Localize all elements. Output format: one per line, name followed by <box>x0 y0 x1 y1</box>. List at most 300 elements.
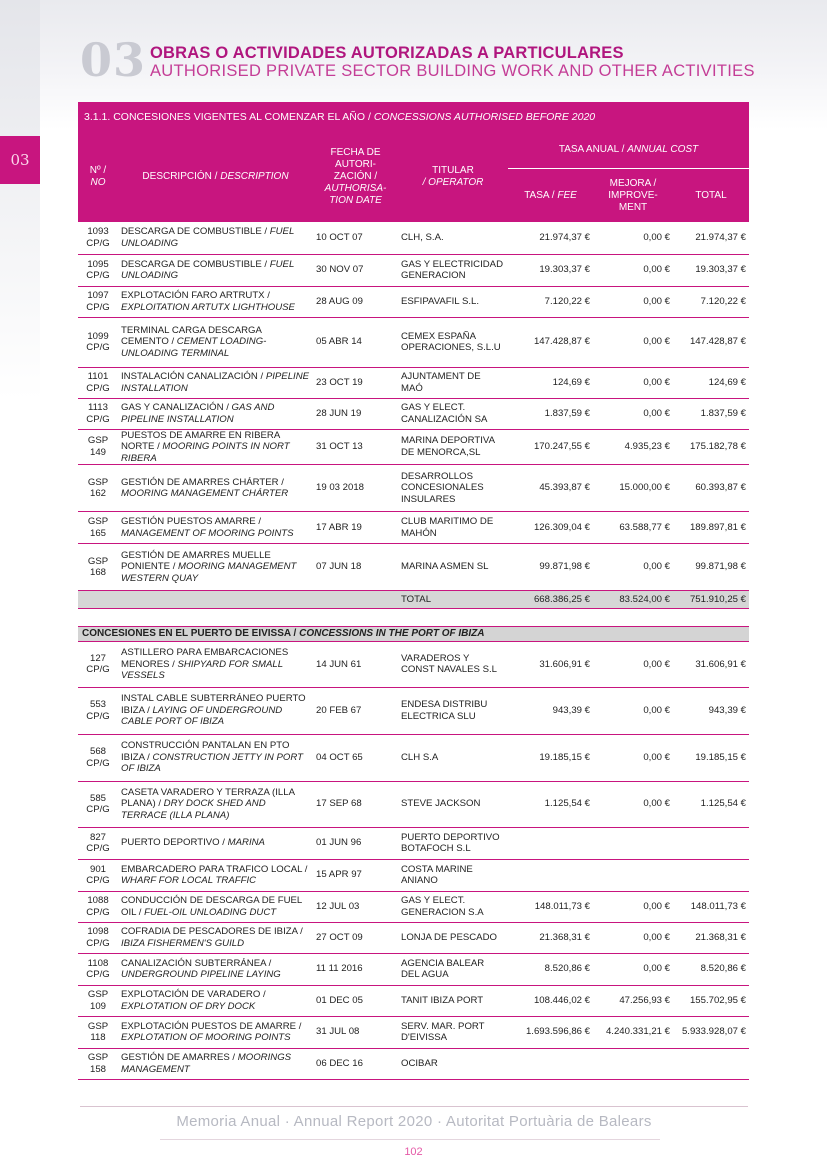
row-date: 30 NOV 07 <box>313 254 398 286</box>
row-code-2: CP/G <box>86 382 110 394</box>
row-fee: 147.428,87 € <box>508 317 593 367</box>
header-no <box>78 132 118 222</box>
row-desc-en: EXPLOTATION OF DRY DOCK <box>121 1000 256 1012</box>
row-operator: TANIT IBIZA PORT <box>398 985 508 1016</box>
row-improvement: 0,00 € <box>593 734 673 781</box>
row-improvement: 0,00 € <box>593 922 673 953</box>
row-code <box>78 429 118 465</box>
row-description <box>118 687 313 734</box>
row-improvement: 0,00 € <box>593 891 673 922</box>
section-ibiza-title-es: CONCESIONES EN EL PUERTO DE EIVISSA / <box>82 628 300 639</box>
row-code <box>78 827 118 859</box>
concessions-table-1 <box>78 222 749 609</box>
row-improvement <box>593 859 673 891</box>
row-total: 21.974,37 € <box>673 222 749 254</box>
header-fee-en: FEE <box>557 189 577 201</box>
row-total: 148.011,73 € <box>673 891 749 922</box>
row-code-1: 1113 <box>88 402 108 413</box>
row-operator: GAS Y ELECTRICIDAD GENERACION <box>398 254 508 286</box>
row-date: 20 FEB 67 <box>313 687 398 734</box>
table-row <box>78 781 749 827</box>
row-description <box>118 465 313 512</box>
row-improvement <box>593 827 673 859</box>
row-desc-en: CONSTRUCTION JETTY IN PORT OF IBIZA <box>121 751 303 775</box>
row-desc-es: DESCARGA DE COMBUSTIBLE / <box>121 226 270 238</box>
row-code-1: GSP <box>87 555 109 567</box>
row-code <box>78 254 118 286</box>
footer-divider <box>80 1106 748 1107</box>
row-date: 06 DEC 16 <box>313 1048 398 1079</box>
row-date: 31 JUL 08 <box>313 1016 398 1048</box>
row-code-1: 1093 <box>87 226 109 238</box>
row-operator: COSTA MARINE ANIANO <box>398 859 508 891</box>
row-code-1: GSP <box>87 435 109 447</box>
row-code-1: 901 <box>89 863 106 875</box>
row-code-2: CP/G <box>86 804 110 815</box>
row-desc-en: WHARF FOR LOCAL TRAFFIC <box>121 875 257 886</box>
row-date: 04 OCT 65 <box>313 734 398 781</box>
chapter-title-es: OBRAS O ACTIVIDADES AUTORIZADAS A PARTICULARES <box>150 44 624 62</box>
header-date-es1: FECHA DE <box>330 147 381 158</box>
row-desc-en: LAYING OF UNDERGROUND CABLE PORT OF IBIZA <box>121 704 283 728</box>
row-desc-es: EXPLOTACIÓN FARO ARTRUTX / <box>121 290 273 301</box>
row-desc-en: MOORING MANAGEMENT WESTERN QUAY <box>121 561 297 584</box>
row-total: 147.428,87 € <box>673 317 749 367</box>
row-desc-es: ASTILLERO PARA EMBARCACIONES MENORES / <box>121 647 291 670</box>
row-code-1: 127 <box>89 652 106 664</box>
header-total-label: TOTAL <box>695 189 727 201</box>
row-desc-en: EXPLOTATION OF MOORING POINTS <box>121 1032 291 1043</box>
row-improvement: 47.256,93 € <box>593 985 673 1016</box>
row-desc-en: MANAGEMENT OF MOORING POINTS <box>121 527 294 539</box>
row-code-2: CP/G <box>86 237 110 249</box>
row-desc-es: INSTALACIÓN CANALIZACIÓN / <box>121 371 266 382</box>
row-date: 07 JUN 18 <box>313 544 398 591</box>
row-description <box>118 512 313 544</box>
row-operator: LONJA DE PESCADO <box>398 922 508 953</box>
chapter-side-tab: 03 <box>0 136 40 184</box>
row-code-2: 162 <box>89 488 106 499</box>
row-desc-es: EMBARCADERO PARA TRAFICO LOCAL / <box>121 863 311 875</box>
header-desc-es: DESCRIPCIÓN / <box>142 171 221 182</box>
row-code-1: 1108 <box>87 957 109 969</box>
row-description <box>118 222 313 254</box>
table-header <box>78 132 749 222</box>
row-desc-es: CONSTRUCCIÓN PANTALAN EN PTO IBIZA / <box>121 740 293 763</box>
row-desc-es: GESTIÓN DE AMARRES / <box>121 1052 238 1063</box>
header-fee-es: TASA / <box>524 189 558 201</box>
row-code-1: 1097 <box>87 290 109 301</box>
row-description <box>118 827 313 859</box>
table-row <box>78 1048 749 1079</box>
row-code-2: 149 <box>89 446 106 458</box>
table-row <box>78 827 749 859</box>
row-desc-es: CASETA VARADERO Y TERRAZA (ILLA PLANA) / <box>121 786 298 810</box>
row-code-1: GSP <box>87 476 109 488</box>
concessions-table-2 <box>78 642 749 1080</box>
row-code <box>78 953 118 985</box>
row-code-1: 1088 <box>87 895 109 906</box>
total-total: 751.910,25 € <box>673 591 749 609</box>
row-total: 21.368,31 € <box>673 922 749 953</box>
row-code-2: 158 <box>89 1063 106 1075</box>
row-operator: PUERTO DEPORTIVO BOTAFOCH S.L <box>398 827 508 859</box>
row-operator: STEVE JACKSON <box>398 781 508 827</box>
header-improvement-3: MENT <box>618 201 648 213</box>
row-fee: 31.606,91 € <box>508 642 593 687</box>
table-row <box>78 953 749 985</box>
row-desc-es: EXPLOTACIÓN PUESTOS DE AMARRE / <box>121 1020 305 1032</box>
row-code-1: 568 <box>89 746 106 757</box>
row-improvement: 0,00 € <box>593 222 673 254</box>
table-row <box>78 367 749 398</box>
row-date: 11 11 2016 <box>313 953 398 985</box>
table-row <box>78 544 749 591</box>
row-fee <box>508 1048 593 1079</box>
row-code-2: CP/G <box>86 270 110 281</box>
row-description <box>118 1048 313 1079</box>
row-desc-en: SHIPYARD FOR SMALL VESSELS <box>121 658 283 681</box>
row-code-1: 1098 <box>87 926 109 937</box>
row-code <box>78 922 118 953</box>
row-operator: CLH, S.A. <box>398 222 508 254</box>
total-row <box>78 591 749 609</box>
row-desc-es: CANALIZACIÓN SUBTERRÁNEA / <box>121 957 274 969</box>
row-description <box>118 317 313 367</box>
row-date: 31 OCT 13 <box>313 429 398 465</box>
row-description <box>118 1016 313 1048</box>
section-ibiza-title-en: CONCESSIONS IN THE PORT OF IBIZA <box>299 628 485 639</box>
chapter-number: 03 <box>80 33 147 87</box>
table-row <box>78 222 749 254</box>
row-improvement: 0,00 € <box>593 642 673 687</box>
row-code-2: CP/G <box>86 710 110 722</box>
page-number: 102 <box>404 1146 423 1158</box>
row-date: 23 OCT 19 <box>313 367 398 398</box>
row-total: 5.933.928,07 € <box>673 1016 749 1048</box>
row-improvement: 63.588,77 € <box>593 512 673 544</box>
table-row <box>78 398 749 429</box>
row-fee: 21.368,31 € <box>508 922 593 953</box>
row-total: 189.897,81 € <box>673 512 749 544</box>
row-improvement: 0,00 € <box>593 398 673 429</box>
row-desc-en: MARINA <box>227 837 265 849</box>
header-operator <box>398 132 508 222</box>
row-desc-en: EXPLOITATION ARTUTX LIGHTHOUSE <box>121 301 295 313</box>
total-row-spacer <box>78 591 398 609</box>
row-improvement: 4.240.331,21 € <box>593 1016 673 1048</box>
row-date: 01 DEC 05 <box>313 985 398 1016</box>
row-fee <box>508 827 593 859</box>
row-code-2: CP/G <box>86 757 110 769</box>
table-row <box>78 429 749 465</box>
row-operator: VARADEROS Y CONST NAVALES S.L <box>398 642 508 687</box>
row-description <box>118 985 313 1016</box>
row-date: 28 JUN 19 <box>313 398 398 429</box>
row-fee: 170.247,55 € <box>508 429 593 465</box>
row-fee: 126.309,04 € <box>508 512 593 544</box>
row-total: 31.606,91 € <box>673 642 749 687</box>
row-description <box>118 544 313 591</box>
row-fee: 7.120,22 € <box>508 286 593 317</box>
row-desc-es: PUERTO DEPORTIVO / <box>121 837 228 849</box>
row-code-1: 827 <box>89 831 106 843</box>
row-date: 15 APR 97 <box>313 859 398 891</box>
row-desc-es: CONDUCCIÓN DE DESCARGA DE FUEL OIL / <box>121 895 305 918</box>
row-operator: CLUB MARITIMO DE MAHÓN <box>398 512 508 544</box>
header-no-en: NO <box>90 177 106 188</box>
row-code <box>78 985 118 1016</box>
row-code <box>78 512 118 544</box>
row-fee: 99.871,98 € <box>508 544 593 591</box>
side-background <box>0 0 40 400</box>
total-improvement: 83.524,00 € <box>593 591 673 609</box>
row-operator: AJUNTAMENT DE MAÓ <box>398 367 508 398</box>
table-row <box>78 512 749 544</box>
table-row <box>78 317 749 367</box>
row-improvement: 4.935,23 € <box>593 429 673 465</box>
table-row <box>78 286 749 317</box>
row-code <box>78 398 118 429</box>
row-total: 1.125,54 € <box>673 781 749 827</box>
row-desc-en: FUEL-OIL UNLOADING DUCT <box>144 906 277 918</box>
row-code <box>78 687 118 734</box>
total-label: TOTAL <box>398 591 508 609</box>
row-desc-es: GESTIÓN DE AMARRES CHÁRTER / <box>121 476 287 488</box>
row-total: 175.182,78 € <box>673 429 749 465</box>
row-total: 19.185,15 € <box>673 734 749 781</box>
row-code <box>78 1016 118 1048</box>
row-operator: AGENCIA BALEAR DEL AGUA <box>398 953 508 985</box>
header-tasa-group-en: ANNUAL COST <box>627 144 699 155</box>
row-code-2: 165 <box>89 527 106 539</box>
header-improvement-2: IMPROVE- <box>608 189 658 201</box>
row-code-2: CP/G <box>86 664 110 676</box>
header-fee <box>508 169 593 222</box>
row-code-1: 1099 <box>87 330 109 342</box>
total-fee: 668.386,25 € <box>508 591 593 609</box>
row-operator: OCIBAR <box>398 1048 508 1079</box>
row-improvement <box>593 1048 673 1079</box>
header-date-es2: AUTORI- <box>335 159 376 170</box>
row-desc-en: DRY DOCK SHED AND TERRACE (ILLA PLANA) <box>121 798 266 821</box>
table-row <box>78 922 749 953</box>
section-title-bar <box>78 102 749 132</box>
row-code <box>78 286 118 317</box>
row-description <box>118 859 313 891</box>
row-improvement: 0,00 € <box>593 286 673 317</box>
row-description <box>118 953 313 985</box>
row-code-2: CP/G <box>86 875 110 886</box>
table-row <box>78 859 749 891</box>
row-date: 01 JUN 96 <box>313 827 398 859</box>
row-improvement: 0,00 € <box>593 687 673 734</box>
row-code-2: 118 <box>90 1032 106 1043</box>
row-total <box>673 827 749 859</box>
row-fee: 108.446,02 € <box>508 985 593 1016</box>
row-total: 8.520,86 € <box>673 953 749 985</box>
header-improvement-1: MEJORA / <box>609 177 657 189</box>
row-code <box>78 781 118 827</box>
row-operator: GAS Y ELECT. CANALIZACIÓN SA <box>398 398 508 429</box>
row-code <box>78 1048 118 1079</box>
row-improvement: 0,00 € <box>593 544 673 591</box>
header-date-en2: TION DATE <box>329 195 382 206</box>
header-oper-en: / OPERATOR <box>422 177 484 188</box>
row-desc-en: FUEL UNLOADING <box>121 258 295 281</box>
section-title-es: 3.1.1. CONCESIONES VIGENTES AL COMENZAR EL AÑO / <box>84 111 374 123</box>
row-description <box>118 891 313 922</box>
row-code-2: 168 <box>89 567 106 578</box>
row-total: 99.871,98 € <box>673 544 749 591</box>
section-title-en: CONCESSIONS AUTHORISED BEFORE 2020 <box>373 111 596 123</box>
table-row <box>78 465 749 512</box>
row-code-2: CP/G <box>86 301 110 313</box>
row-code-1: GSP <box>87 1052 109 1063</box>
header-date-en1: AUTHORISA- <box>324 183 387 194</box>
row-code <box>78 544 118 591</box>
row-description <box>118 734 313 781</box>
row-date: 12 JUL 03 <box>313 891 398 922</box>
row-code-2: CP/G <box>86 413 110 425</box>
row-fee: 124,69 € <box>508 367 593 398</box>
row-desc-en: MOORING POINTS IN NORT RIBERA <box>121 441 290 464</box>
row-date: 05 ABR 14 <box>313 317 398 367</box>
row-code <box>78 859 118 891</box>
row-desc-es: TERMINAL CARGA DESCARGA CEMENTO / <box>121 324 265 348</box>
row-description <box>118 367 313 398</box>
row-total: 7.120,22 € <box>673 286 749 317</box>
row-desc-es: PUESTOS DE AMARRE EN RIBERA NORTE / <box>121 429 283 452</box>
row-code-2: CP/G <box>86 843 110 854</box>
row-description <box>118 398 313 429</box>
row-operator: CLH S.A <box>398 734 508 781</box>
row-total <box>673 1048 749 1079</box>
row-fee <box>508 859 593 891</box>
row-date: 17 ABR 19 <box>313 512 398 544</box>
row-fee: 943,39 € <box>508 687 593 734</box>
row-code-2: CP/G <box>86 969 110 980</box>
row-desc-en: CEMENT LOADING-UNLOADING TERMINAL <box>121 336 267 359</box>
row-operator: MARINA ASMEN SL <box>398 544 508 591</box>
row-fee: 1.837,59 € <box>508 398 593 429</box>
row-code-1: 1095 <box>87 258 109 270</box>
row-desc-en: FUEL UNLOADING <box>121 226 295 249</box>
row-desc-es: GESTIÓN DE AMARRES MUELLE PONIENTE / <box>121 549 274 573</box>
header-improvement <box>593 169 673 222</box>
row-code-2: CP/G <box>86 342 110 353</box>
row-date: 27 OCT 09 <box>313 922 398 953</box>
row-description <box>118 429 313 465</box>
row-total: 1.837,59 € <box>673 398 749 429</box>
row-code-2: CP/G <box>86 937 110 949</box>
table-row <box>78 1016 749 1048</box>
row-desc-es: INSTAL CABLE SUBTERRÁNEO PUERTO IBIZA / <box>121 693 309 716</box>
header-oper-es: TITULAR <box>432 165 474 176</box>
row-improvement: 0,00 € <box>593 367 673 398</box>
header-total <box>673 169 749 222</box>
row-date: 28 AUG 09 <box>313 286 398 317</box>
row-fee: 1.125,54 € <box>508 781 593 827</box>
table-row <box>78 734 749 781</box>
header-tasa-group-es: TASA ANUAL / <box>558 144 628 155</box>
row-date: 17 SEP 68 <box>313 781 398 827</box>
row-improvement: 0,00 € <box>593 254 673 286</box>
row-code-1: GSP <box>87 1020 109 1032</box>
row-fee: 19.185,15 € <box>508 734 593 781</box>
row-desc-es: EXPLOTACIÓN DE VARADERO / <box>121 989 269 1000</box>
row-code-2: CP/G <box>86 906 110 918</box>
row-description <box>118 254 313 286</box>
row-total <box>673 859 749 891</box>
header-no-es: Nº / <box>89 165 107 176</box>
row-total: 943,39 € <box>673 687 749 734</box>
row-operator: DESARROLLOS CONCESIONALES INSULARES <box>398 465 508 512</box>
row-code-1: GSP <box>87 989 109 1000</box>
row-operator: GAS Y ELECT. GENERACION S.A <box>398 891 508 922</box>
row-operator: ENDESA DISTRIBU ELECTRICA SLU <box>398 687 508 734</box>
row-date: 19 03 2018 <box>313 465 398 512</box>
section-ibiza-title <box>78 626 749 642</box>
row-desc-es: COFRADIA DE PESCADORES DE IBIZA / <box>121 926 306 937</box>
row-fee: 21.974,37 € <box>508 222 593 254</box>
row-desc-en: UNDERGROUND PIPELINE LAYING <box>121 969 281 980</box>
row-date: 14 JUN 61 <box>313 642 398 687</box>
row-operator: ESFIPAVAFIL S.L. <box>398 286 508 317</box>
table-row <box>78 687 749 734</box>
row-improvement: 0,00 € <box>593 781 673 827</box>
chapter-title-en: AUTHORISED PRIVATE SECTOR BUILDING WORK AND OTHER ACTIVITIES <box>150 62 755 80</box>
row-fee: 148.011,73 € <box>508 891 593 922</box>
table-row <box>78 642 749 687</box>
row-description <box>118 286 313 317</box>
table-row <box>78 254 749 286</box>
row-code <box>78 465 118 512</box>
row-code <box>78 317 118 367</box>
row-fee: 19.303,37 € <box>508 254 593 286</box>
row-desc-en: IBIZA FISHERMEN'S GUILD <box>121 937 245 949</box>
row-total: 124,69 € <box>673 367 749 398</box>
footer-underline <box>160 1139 660 1140</box>
row-code-1: 585 <box>89 792 106 804</box>
row-desc-en: MOORING MANAGEMENT CHÁRTER <box>121 488 289 499</box>
row-code <box>78 642 118 687</box>
header-date <box>313 132 398 222</box>
table-row <box>78 891 749 922</box>
row-desc-en: PIPELINE INSTALLATION <box>121 371 310 394</box>
row-code <box>78 891 118 922</box>
row-total: 155.702,95 € <box>673 985 749 1016</box>
row-code <box>78 367 118 398</box>
row-code-1: GSP <box>87 516 109 527</box>
row-description <box>118 642 313 687</box>
row-operator: CEMEX ESPAÑA OPERACIONES, S.L.U <box>398 317 508 367</box>
row-improvement: 0,00 € <box>593 953 673 985</box>
header-date-es3: ZACIÓN / <box>333 171 378 182</box>
row-fee: 1.693.596,86 € <box>508 1016 593 1048</box>
row-improvement: 15.000,00 € <box>593 465 673 512</box>
row-improvement: 0,00 € <box>593 317 673 367</box>
row-fee: 8.520,86 € <box>508 953 593 985</box>
table-row <box>78 985 749 1016</box>
row-desc-es: GESTIÓN PUESTOS AMARRE / <box>121 516 264 527</box>
row-date: 10 OCT 07 <box>313 222 398 254</box>
header-desc-en: DESCRIPTION <box>220 171 289 182</box>
row-desc-es: GAS Y CANALIZACIÓN / <box>121 402 232 413</box>
header-description <box>118 132 313 222</box>
row-desc-en: GAS AND PIPELINE INSTALLATION <box>121 402 275 425</box>
row-code-1: 553 <box>89 699 106 710</box>
